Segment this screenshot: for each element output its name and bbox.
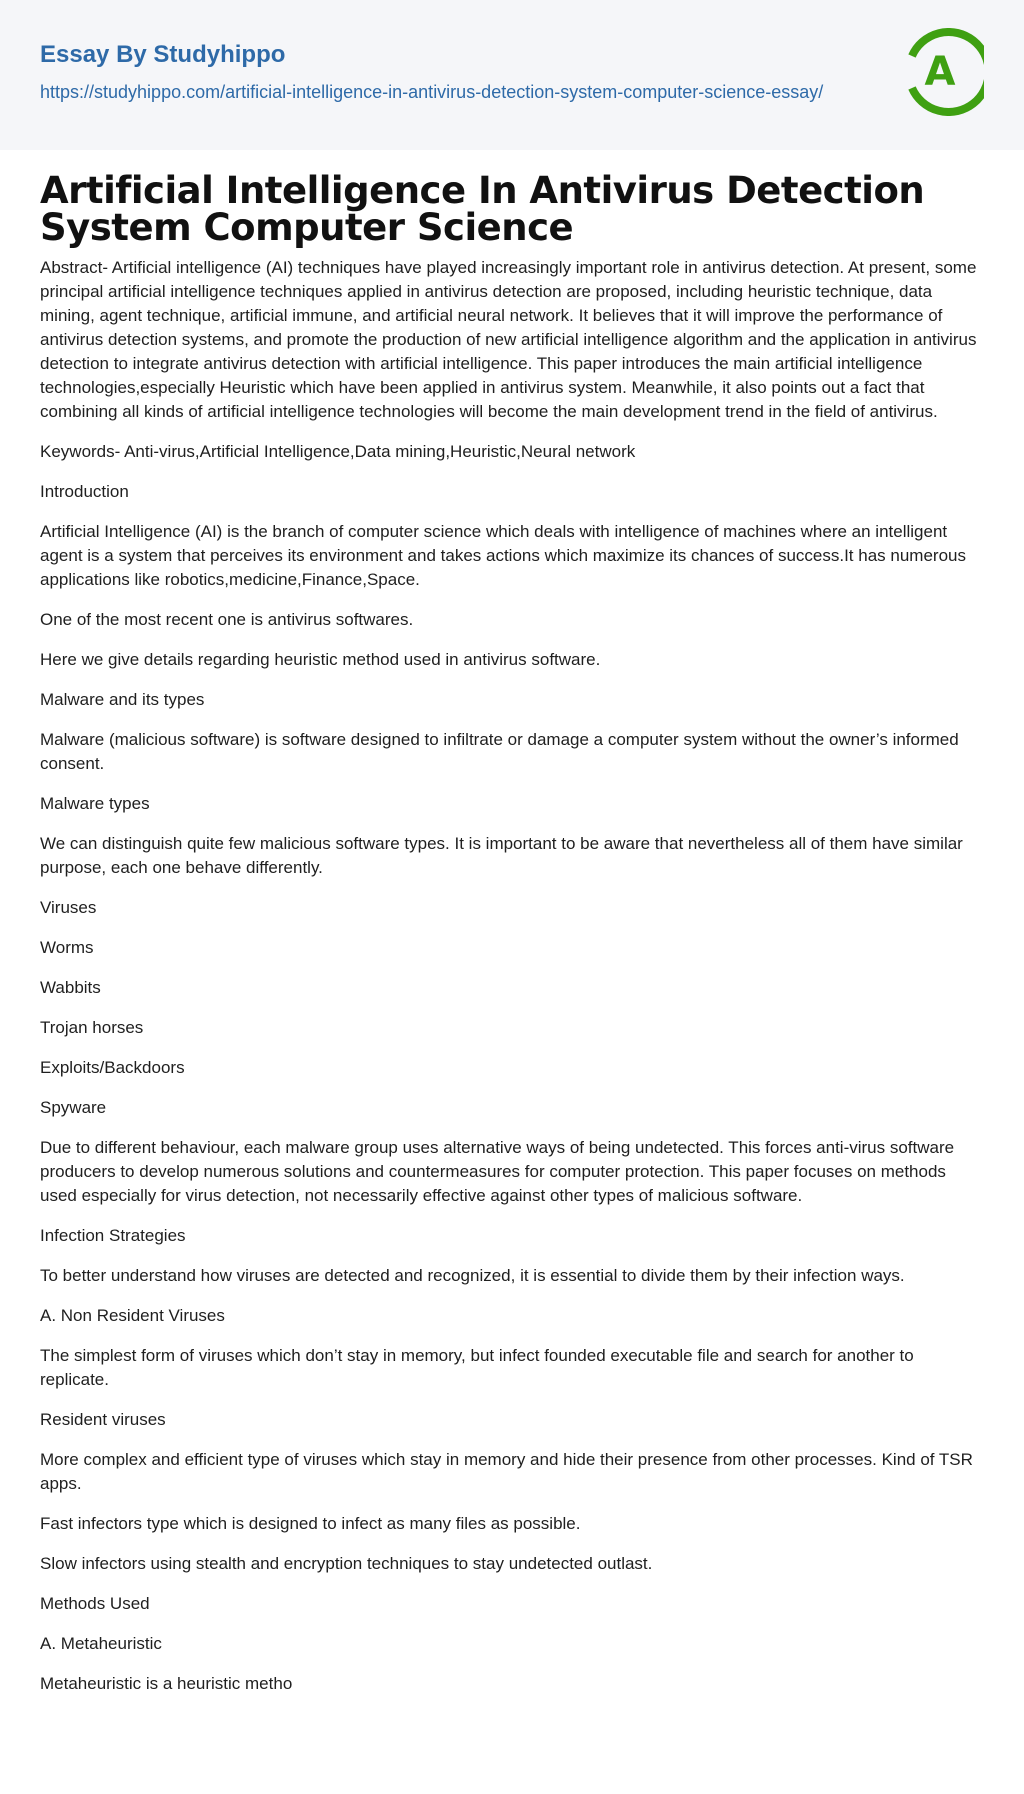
paragraph: Methods Used <box>40 1594 150 1613</box>
paragraph: Wabbits <box>40 978 101 997</box>
paragraph: Malware (malicious software) is software designed to infiltrate or damage a computer system without the owner’s informed consent. <box>40 730 959 773</box>
paragraph: We can distinguish quite few malicious software types. It is important to be aware that nevertheless all of them have similar purpose, each one behave differently. <box>40 834 963 877</box>
paragraph: Malware and its types <box>40 690 205 709</box>
paragraph: Viruses <box>40 898 97 917</box>
paragraph: Exploits/Backdoors <box>40 1058 185 1077</box>
paragraph: Resident viruses <box>40 1410 166 1429</box>
paragraph: Infection Strategies <box>40 1226 186 1245</box>
paragraph: Keywords- Anti-virus,Artificial Intelligence,Data mining,Heuristic,Neural network <box>40 442 636 461</box>
paragraph: Spyware <box>40 1098 107 1117</box>
paragraph: Artificial Intelligence (AI) is the branch of computer science which deals with intelligence of machines where an intelligent agent is a system that perceives its environment and takes actions which maximize its chances of success.It has numerous applications like robotics,medicine,Finance,Space. <box>40 522 966 589</box>
paragraph: To better understand how viruses are detected and recognized, it is essential to divide them by their infection ways. <box>40 1266 905 1285</box>
paragraph: A. Metaheuristic <box>40 1634 162 1653</box>
paragraph: Here we give details regarding heuristic method used in antivirus software. <box>40 650 601 669</box>
brand-title[interactable]: Essay By Studyhippo <box>40 41 286 68</box>
paragraph: Abstract- Artificial intelligence (AI) techniques have played increasingly important role in antivirus detection. At present, some principal artificial intelligence techniques applied in antivirus detection are proposed, including heuristic technique, data mining, agent technique, artificial immune, and artificial neural network. It believes that it will improve the performance of antivirus detection systems, and promote the production of new artificial intelligence algorithm and the application in antivirus detection to integrate antivirus detection with artificial intelligence. This paper introduces the main artificial intelligence technologies,especially Heuristic which have been applied in antivirus system. Meanwhile, it also points out a fact that combining all kinds of artificial intelligence technologies will become the main development trend in the field of antivirus. <box>40 258 977 421</box>
paragraph: One of the most recent one is antivirus softwares. <box>40 610 414 629</box>
paragraph: Fast infectors type which is designed to infect as many files as possible. <box>40 1514 581 1533</box>
paragraph: Worms <box>40 938 94 957</box>
paragraph: The simplest form of viruses which don’t stay in memory, but infect founded executable file and search for another to replicate. <box>40 1346 914 1389</box>
studyhippo-logo-icon[interactable] <box>896 28 984 116</box>
site-header <box>0 0 1024 150</box>
paragraph: Metaheuristic is a heuristic metho <box>40 1674 293 1693</box>
paragraph: Introduction <box>40 482 129 501</box>
source-url-link[interactable]: https://studyhippo.com/artificial-intelligence-in-antivirus-detection-system-computer-science-essay/ <box>40 82 824 102</box>
paragraph-list <box>40 256 984 1696</box>
logo-letter: A <box>924 49 956 95</box>
page-title: Artificial Intelligence In Antivirus Detection System Computer Science <box>40 169 925 249</box>
article-body <box>0 150 1024 1696</box>
paragraph: More complex and efficient type of viruses which stay in memory and hide their presence from other processes. Kind of TSR apps. <box>40 1450 973 1493</box>
paragraph: A. Non Resident Viruses <box>40 1306 225 1325</box>
paragraph: Slow infectors using stealth and encryption techniques to stay undetected outlast. <box>40 1554 653 1573</box>
paragraph: Trojan horses <box>40 1018 144 1037</box>
paragraph: Due to different behaviour, each malware group uses alternative ways of being undetected. This forces anti-virus software producers to develop numerous solutions and countermeasures for computer protection. This paper focuses on methods used especially for virus detection, not necessarily effective against other types of malicious software. <box>40 1138 955 1205</box>
paragraph: Malware types <box>40 794 150 813</box>
